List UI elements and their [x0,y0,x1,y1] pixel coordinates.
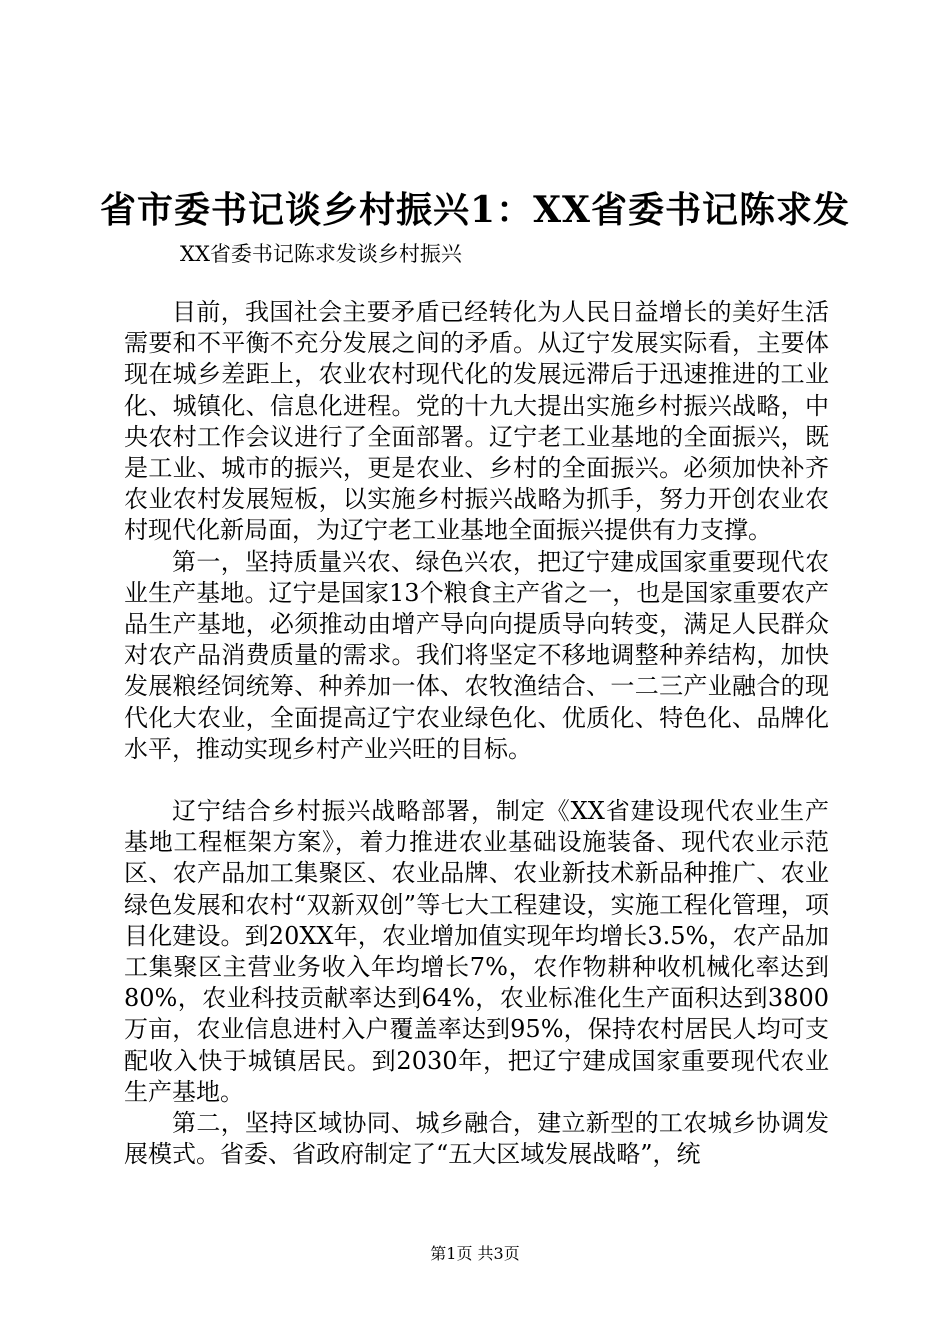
page-number: 第1页 共3页 [430,1244,520,1263]
document-title: 省市委书记谈乡村振兴1：XX省委书记陈求发 [100,189,850,231]
paragraph-second-point: 第二，坚持区域协同、城乡融合，建立新型的工农城乡协调发展模式。省委、省政府制定了“五大区域发展战略”，统 [124,1109,829,1169]
paragraph-intro: 目前，我国社会主要矛盾已经转化为人民日益增长的美好生活需要和不平衡不充分发展之间的矛盾。从辽宁发展实际看，主要体现在城乡差距上，农业农村现代化的发展远滞后于迅速推进的工业化、城镇化、信息化进程。党的十九大提出实施乡村振兴战略，中央农村工作会议进行了全面部署。辽宁老工业基地的全面振兴，既是工业、城市的振兴，更是农业、乡村的全面振兴。必须加快补齐农业农村发展短板，以实施乡村振兴战略为抓手，努力开创农业农村现代化新局面，为辽宁老工业基地全面振兴提供有力支撑。 [124,298,829,545]
paragraph-gap [124,765,829,796]
document-body [124,297,829,1170]
paragraph-first-point: 第一，坚持质量兴农、绿色兴农，把辽宁建成国家重要现代农业生产基地。辽宁是国家13个粮食主产省之一，也是国家重要农产品生产基地，必须推动由增产导向向提质导向转变，满足人民群众对农产品消费质量的需求。我们将坚定不移地调整种养结构，加快发展粮经饲统筹、种养加一体、农牧渔结合、一二三产业融合的现代化大农业，全面提高辽宁农业绿色化、优质化、特色化、品牌化水平，推动实现乡村产业兴旺的目标。 [124,547,829,763]
document-subtitle: XX省委书记陈求发谈乡村振兴 [180,242,462,266]
paragraph-plan: 辽宁结合乡村振兴战略部署，制定《XX省建设现代农业生产基地工程框架方案》，着力推进农业基础设施装备、现代农业示范区、农产品加工集聚区、农业品牌、农业新技术新品种推广、农业绿色发展和农村“双新双创”等七大工程建设，实施工程化管理，项目化建设。到20XX年，农业增加值实现年均增长3.5%，农产品加工集聚区主营业务收入年均增长7%，农作物耕种收机械化率达到80%，农业科技贡献率达到64%，农业标准化生产面积达到3800万亩，农业信息进村入户覆盖率达到95%，保持农村居民人均可支配收入快于城镇居民。到2030年，把辽宁建成国家重要现代农业生产基地。 [124,797,829,1106]
